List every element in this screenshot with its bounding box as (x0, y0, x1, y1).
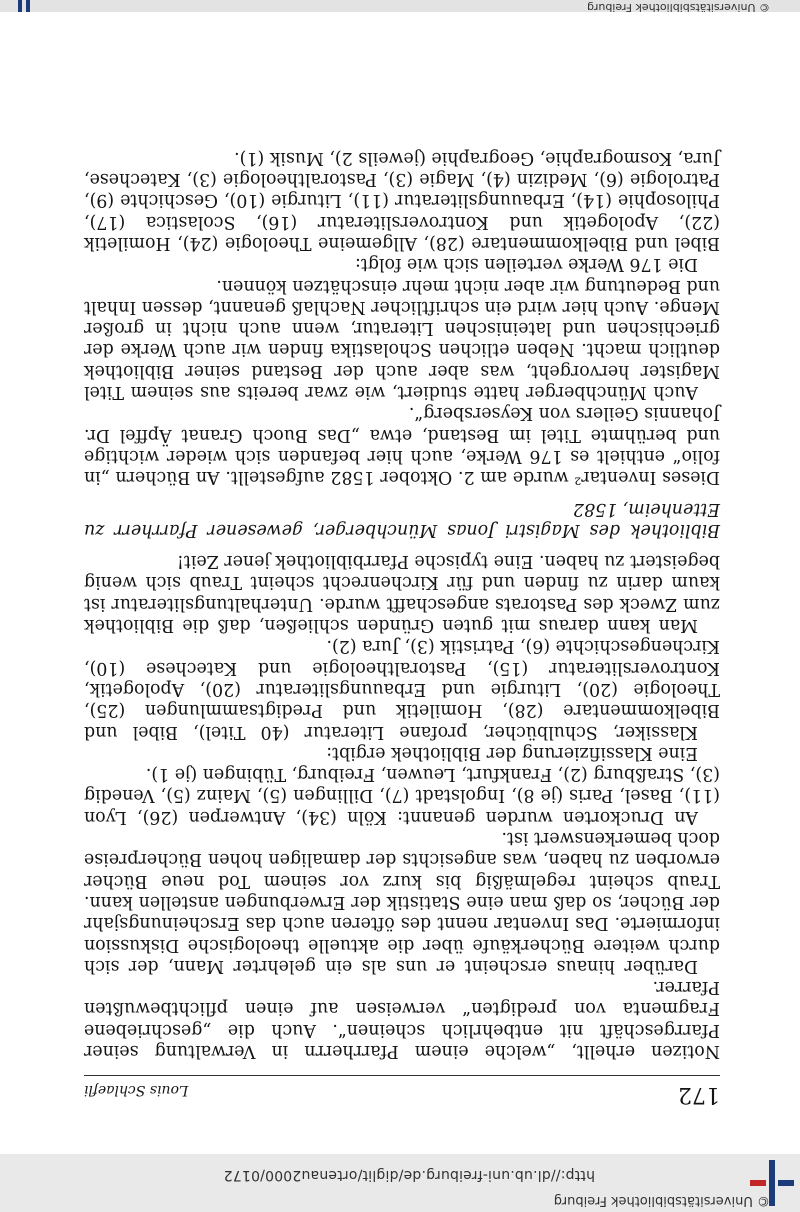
paragraph: Klassiker, Schulbücher, profane Literatur (40 Titel), Bibel und Bibelkommentare (28), Homiletik und Predigtsammlungen (25), Theologie (20), Liturgie und Erbauungsliteratur (20), Apologetik, Kontroversliteratur (15), Pastoraltheologie und Katechese (10), Kirchengeschichte (6), Patristik (3), Jura (2). (84, 636, 720, 742)
paragraph: Darüber hinaus erscheint er uns als ein gelehrter Mann, der sich durch weitere Bücherkäufe über die aktuelle theologische Diskussion informierte. Das Inventar nennt des öfteren auch das Erscheinungsjahr der Bücher, so daß man eine Statistik der Erwerbungen anstellen kann. Traub scheint regelmäßig bis kurz vor seinem Tod neue Bücher erworben zu haben, was angesichts der damaligen hohen Bücherpreise doch bemerkenswert ist. (84, 828, 720, 976)
viewer-header-bar (0, 1154, 800, 1212)
page-url-link[interactable]: http://dl.ub.uni-freiburg.de/diglit/ortenau2000/0172 (223, 1167, 595, 1183)
page-header (84, 1075, 720, 1107)
viewer-footer-bar (0, 0, 800, 12)
copyright-notice: © Universitätsbibliothek Freiburg (553, 1193, 770, 1208)
paragraph: Auch Münchberger hatte studiert, wie zwar bereits aus seinem Titel Magister hervorgeht, was aber auch der Bestand seiner Bibliothek deutlich macht. Neben etlichen Scholastika finden wir auch Werke der griechischen und lateinischen Literatur, wenn auch nicht in großer Menge. Auch hier wird ein schriftlicher Nachlaß genannt, dessen Inhalt und Bedeutung wir aber nicht mehr einschätzen können. (84, 275, 720, 403)
document-page (84, 147, 720, 1107)
paragraph: An Druckorten wurden genannt: Köln (34), Antwerpen (26), Lyon (11), Basel, Paris (je 8), Ingolstadt (7), Dillingen (5), Mainz (5), Venedig (3), Straßburg (2), Frankfurt, Leuwen, Freiburg, Tübingen (je 1). (84, 764, 720, 827)
page-body (84, 147, 720, 1061)
paragraph: Eine Klassifizierung der Bibliothek ergibt: (326, 742, 698, 763)
paragraph: Die 176 Werke verteilen sich wie folgt: (355, 254, 698, 275)
footer-copyright: © Universitätsbibliothek Freiburg (587, 1, 770, 14)
paragraph: Notizen erhellt, „welche einem Pfarrherrn in Verwaltung seiner Pfarrgeschäft nit entbehrlich scheinen“. Auch die „geschriebene Fragmenta von predigten“ verweisen auf einen pflichtbewußten Pfarrer. (84, 977, 720, 1061)
paragraph: Dieses Inventar² wurde am 2. Oktober 1582 aufgestellt. An Büchern „in folio“ enthielt es 176 Werke, auch hier befanden sich wieder wichtige und berühmte Titel im Bestand, etwa „Das Buoch Granat Äpffel Dr. Johannis Geilers von Keysersberg“. (84, 403, 720, 488)
paragraph: Man kann daraus mit guten Gründen schließen, daß die Bibliothek zum Zweck des Pastorats angeschafft wurde. Unterhaltungsliteratur ist kaum darin zu finden und für Kirchenrecht scheint Traub sich wenig begeistert zu haben. Eine typische Pfarrbibliothek jener Zeit! (84, 551, 720, 636)
paragraph: Bibel und Bibelkommentare (28), Allgemeine Theologie (24), Homiletik (22), Apologetik und Kontroversliteratur (16), Scolastica (17), Philosophie (14), Erbauungsliteratur (11), Liturgie (10), Geschichte (9), Patrologie (6), Medizin (4), Magie (3), Pastoraltheologie (3), Katechese, Jura, Kosmographie, Geographie (jeweils 2), Musik (1). (84, 147, 720, 254)
page-number: 172 (678, 1082, 720, 1107)
running-head: Louis Schlaefli (84, 1082, 189, 1098)
section-heading: Bibliothek des Magistri Jonas Münchberger, gewesener Pfarrherr zu Ettenheim, 1582 (84, 498, 720, 540)
ub-freiburg-logo-small (16, 0, 30, 12)
